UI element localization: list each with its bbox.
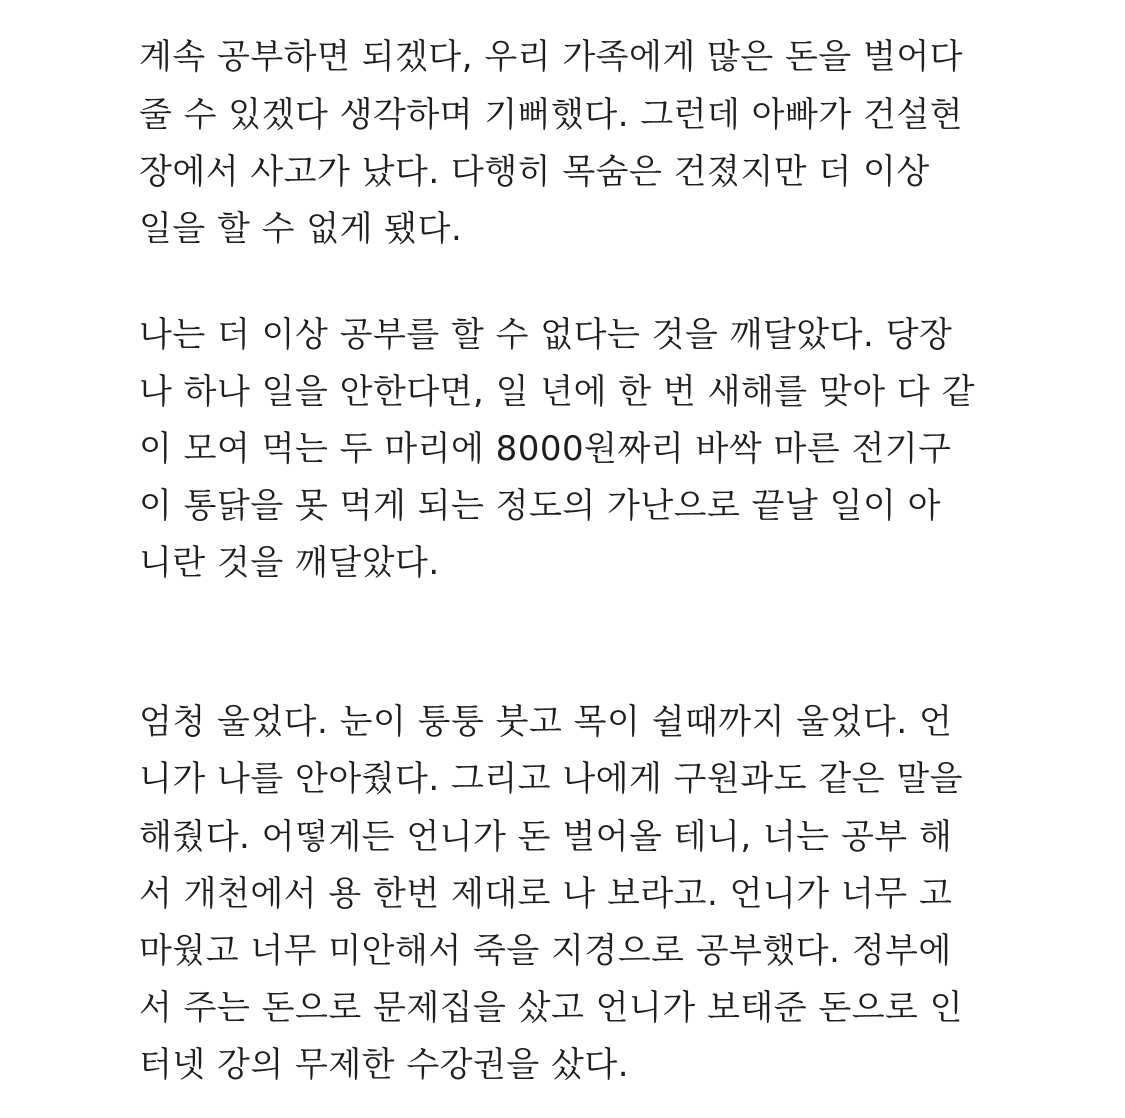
text-line: 나는 더 이상 공부를 할 수 없다는 것을 깨달았다. 당장 [139,315,953,355]
text-line: 줄 수 있겠다 생각하며 기뻐했다. 그런데 아빠가 건설현 [139,95,964,135]
text-line: 이 통닭을 못 먹게 되는 정도의 가난으로 끝날 일이 아 [139,486,941,526]
text-line: 해줬다. 어떻게든 언니가 돈 벌어올 테니, 너는 공부 해 [139,817,953,857]
text-line: 서 주는 돈으로 문제집을 샀고 언니가 보태준 돈으로 인 [139,988,964,1028]
text-line: 터넷 강의 무제한 수강권을 샀다. [139,1045,630,1085]
text-line: 서 개천에서 용 한번 제대로 나 보라고. 언니가 너무 고 [139,874,953,914]
text-line: 마웠고 너무 미안해서 죽을 지경으로 공부했다. 정부에 [139,931,952,971]
text-line: 일을 할 수 없게 됐다. [139,209,463,249]
text-line: 이 모여 먹는 두 마리에 8000원짜리 바싹 마른 전기구 [139,429,952,469]
text-line: 나 하나 일을 안한다면, 일 년에 한 번 새해를 맞아 다 같 [139,372,975,412]
text-line: 니가 나를 안아줬다. 그리고 나에게 구원과도 같은 말을 [139,759,964,799]
text-line: 장에서 사고가 났다. 다행히 목숨은 건졌지만 더 이상 [139,152,930,192]
text-line: 엄청 울었다. 눈이 퉁퉁 붓고 목이 쉴때까지 울었다. 언 [139,702,953,742]
text-line: 니란 것을 깨달았다. [139,543,440,583]
text-line: 계속 공부하면 되겠다, 우리 가족에게 많은 돈을 벌어다 [139,37,964,77]
